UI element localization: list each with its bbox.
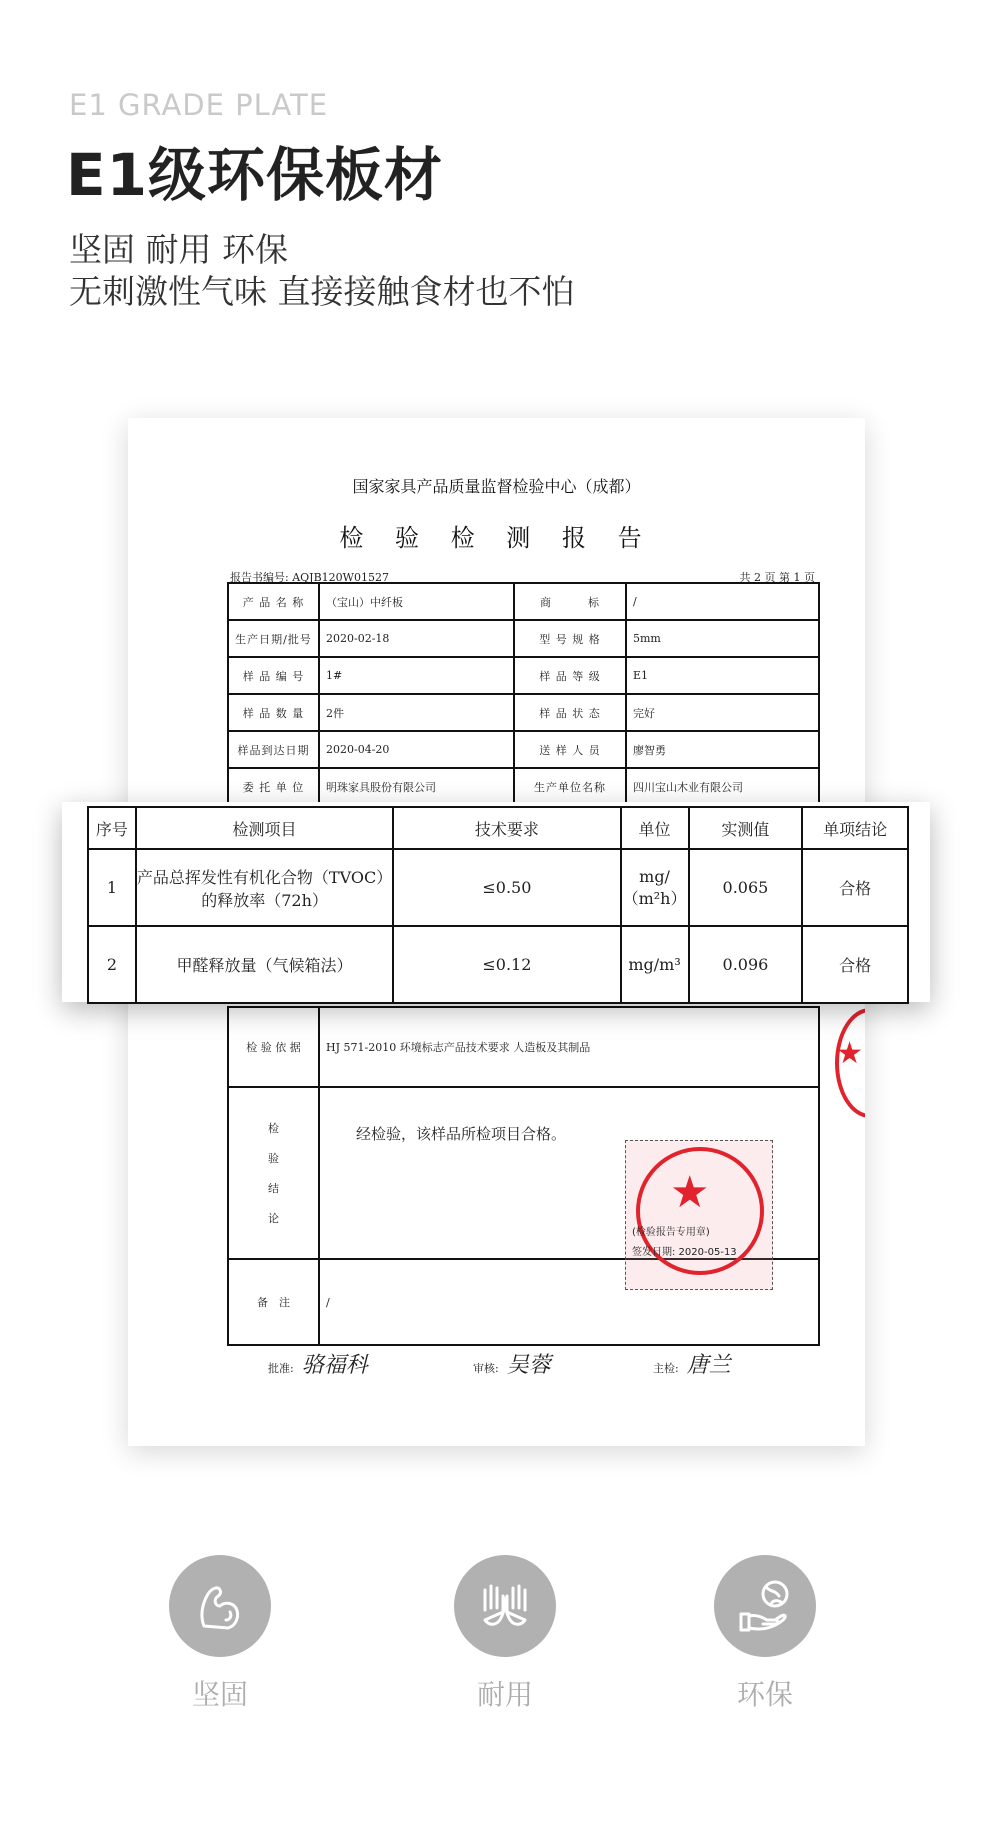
conclusion-text: 经检验，该样品所检项目合格。 (356, 1124, 567, 1143)
basis-value: HJ 571-2010 环境标志产品技术要求 人造板及其制品 (319, 1007, 819, 1087)
table-header-row (88, 807, 908, 849)
test-no: 2 (88, 926, 136, 1003)
info-value: 廖智勇 (626, 731, 819, 768)
info-label: 型 号 规 格 (514, 620, 626, 657)
muscle-arm-icon (169, 1555, 271, 1657)
seal-star-icon: ★ (670, 1167, 710, 1218)
conclusion-label (228, 1087, 319, 1259)
conclusion-label-char: 论 (268, 1212, 279, 1225)
report-pages: 共 2 页 第 1 页 (739, 571, 815, 584)
remark-label: 备 注 (228, 1259, 319, 1345)
info-value: E1 (626, 657, 819, 694)
conclusion-label-char: 验 (268, 1152, 279, 1165)
signature-name: 唐兰 (686, 1353, 731, 1378)
info-label: 样品到达日期 (228, 731, 319, 768)
feature-label: 坚固 (191, 1678, 248, 1711)
column-header: 序号 (88, 807, 136, 849)
test-results-table (87, 806, 909, 1004)
column-header: 检测项目 (136, 807, 393, 849)
info-row (228, 583, 819, 620)
test-result: 合格 (802, 926, 908, 1003)
remark-value: / (319, 1259, 819, 1345)
feature-eco (705, 1555, 825, 1713)
info-label: 生产日期/批号 (228, 620, 319, 657)
info-value: 5mm (626, 620, 819, 657)
signature-name: 骆福科 (301, 1353, 368, 1378)
test-value: 0.065 (689, 849, 803, 926)
report-number: 报告书编号: AQJB120W01527 (230, 571, 389, 584)
info-value: 2020-04-20 (319, 731, 514, 768)
test-unit: mg/m³ (621, 926, 689, 1003)
info-value: 四川宝山木业有限公司 (626, 768, 819, 805)
info-value: / (626, 583, 819, 620)
test-no: 1 (88, 849, 136, 926)
side-seal-star-icon: ★ (836, 1036, 863, 1071)
table-row (88, 926, 908, 1003)
info-label: 样 品 状 态 (514, 694, 626, 731)
info-value: 完好 (626, 694, 819, 731)
signature-name: 吴蓉 (506, 1353, 551, 1378)
conclusion-label-char: 结 (268, 1182, 279, 1195)
signature-role: 批准: (268, 1362, 294, 1375)
info-row (228, 657, 819, 694)
signature-role: 审核: (473, 1362, 499, 1375)
test-item: 产品总挥发性有机化合物（TVOC）的释放率（72h） (136, 849, 393, 926)
hands-icon (454, 1555, 556, 1657)
tagline-2: 无刺激性气味 直接接触食材也不怕 (69, 272, 575, 311)
hand-globe-icon (714, 1555, 816, 1657)
info-value: 2件 (319, 694, 514, 731)
column-header: 单项结论 (802, 807, 908, 849)
test-item: 甲醛释放量（气候箱法） (136, 926, 393, 1003)
info-label: 委 托 单 位 (228, 768, 319, 805)
info-label: 生产单位名称 (514, 768, 626, 805)
signature-approve (268, 1348, 368, 1379)
info-value: （宝山）中纤板 (319, 583, 514, 620)
feature-label: 环保 (736, 1678, 793, 1711)
info-value: 明珠家具股份有限公司 (319, 768, 514, 805)
seal-caption: (检验报告专用章) (632, 1227, 710, 1238)
test-value: 0.096 (689, 926, 803, 1003)
feature-label: 耐用 (476, 1678, 533, 1711)
official-seal (625, 1140, 773, 1290)
column-header: 单位 (621, 807, 689, 849)
test-results-panel (62, 802, 930, 1002)
info-label: 样 品 编 号 (228, 657, 319, 694)
signature-inspector (653, 1348, 731, 1379)
test-unit: mg/（m²h） (621, 849, 689, 926)
basis-label: 检 验 依 据 (228, 1007, 319, 1087)
info-row (228, 731, 819, 768)
page-title: E1级环保板材 (66, 141, 443, 209)
signature-role: 主检: (653, 1362, 679, 1375)
info-value: 1# (319, 657, 514, 694)
info-row (228, 768, 819, 805)
conclusion-label-char: 检 (268, 1122, 279, 1135)
info-label: 商 标 (514, 583, 626, 620)
feature-sturdy (160, 1555, 280, 1713)
tagline-1: 坚固 耐用 环保 (69, 230, 288, 269)
report-info-table (227, 582, 820, 806)
info-label: 样 品 等 级 (514, 657, 626, 694)
info-row (228, 694, 819, 731)
info-label: 样 品 数 量 (228, 694, 319, 731)
subtitle-en: E1 GRADE PLATE (69, 88, 329, 122)
basis-row (228, 1007, 819, 1087)
signature-review (473, 1348, 551, 1379)
info-label: 送 样 人 员 (514, 731, 626, 768)
report-center: 国家家具产品质量监督检验中心（成都） (352, 477, 641, 496)
issue-date: 签发日期: 2020-05-13 (632, 1247, 737, 1258)
info-label: 产 品 名 称 (228, 583, 319, 620)
test-requirement: ≤0.12 (393, 926, 620, 1003)
column-header: 技术要求 (393, 807, 620, 849)
info-row (228, 620, 819, 657)
report-title: 检 验 检 测 报 告 (339, 524, 654, 552)
info-value: 2020-02-18 (319, 620, 514, 657)
column-header: 实测值 (689, 807, 803, 849)
test-result: 合格 (802, 849, 908, 926)
test-requirement: ≤0.50 (393, 849, 620, 926)
feature-durable (445, 1555, 565, 1713)
feature-icons (0, 1555, 990, 1711)
table-row (88, 849, 908, 926)
